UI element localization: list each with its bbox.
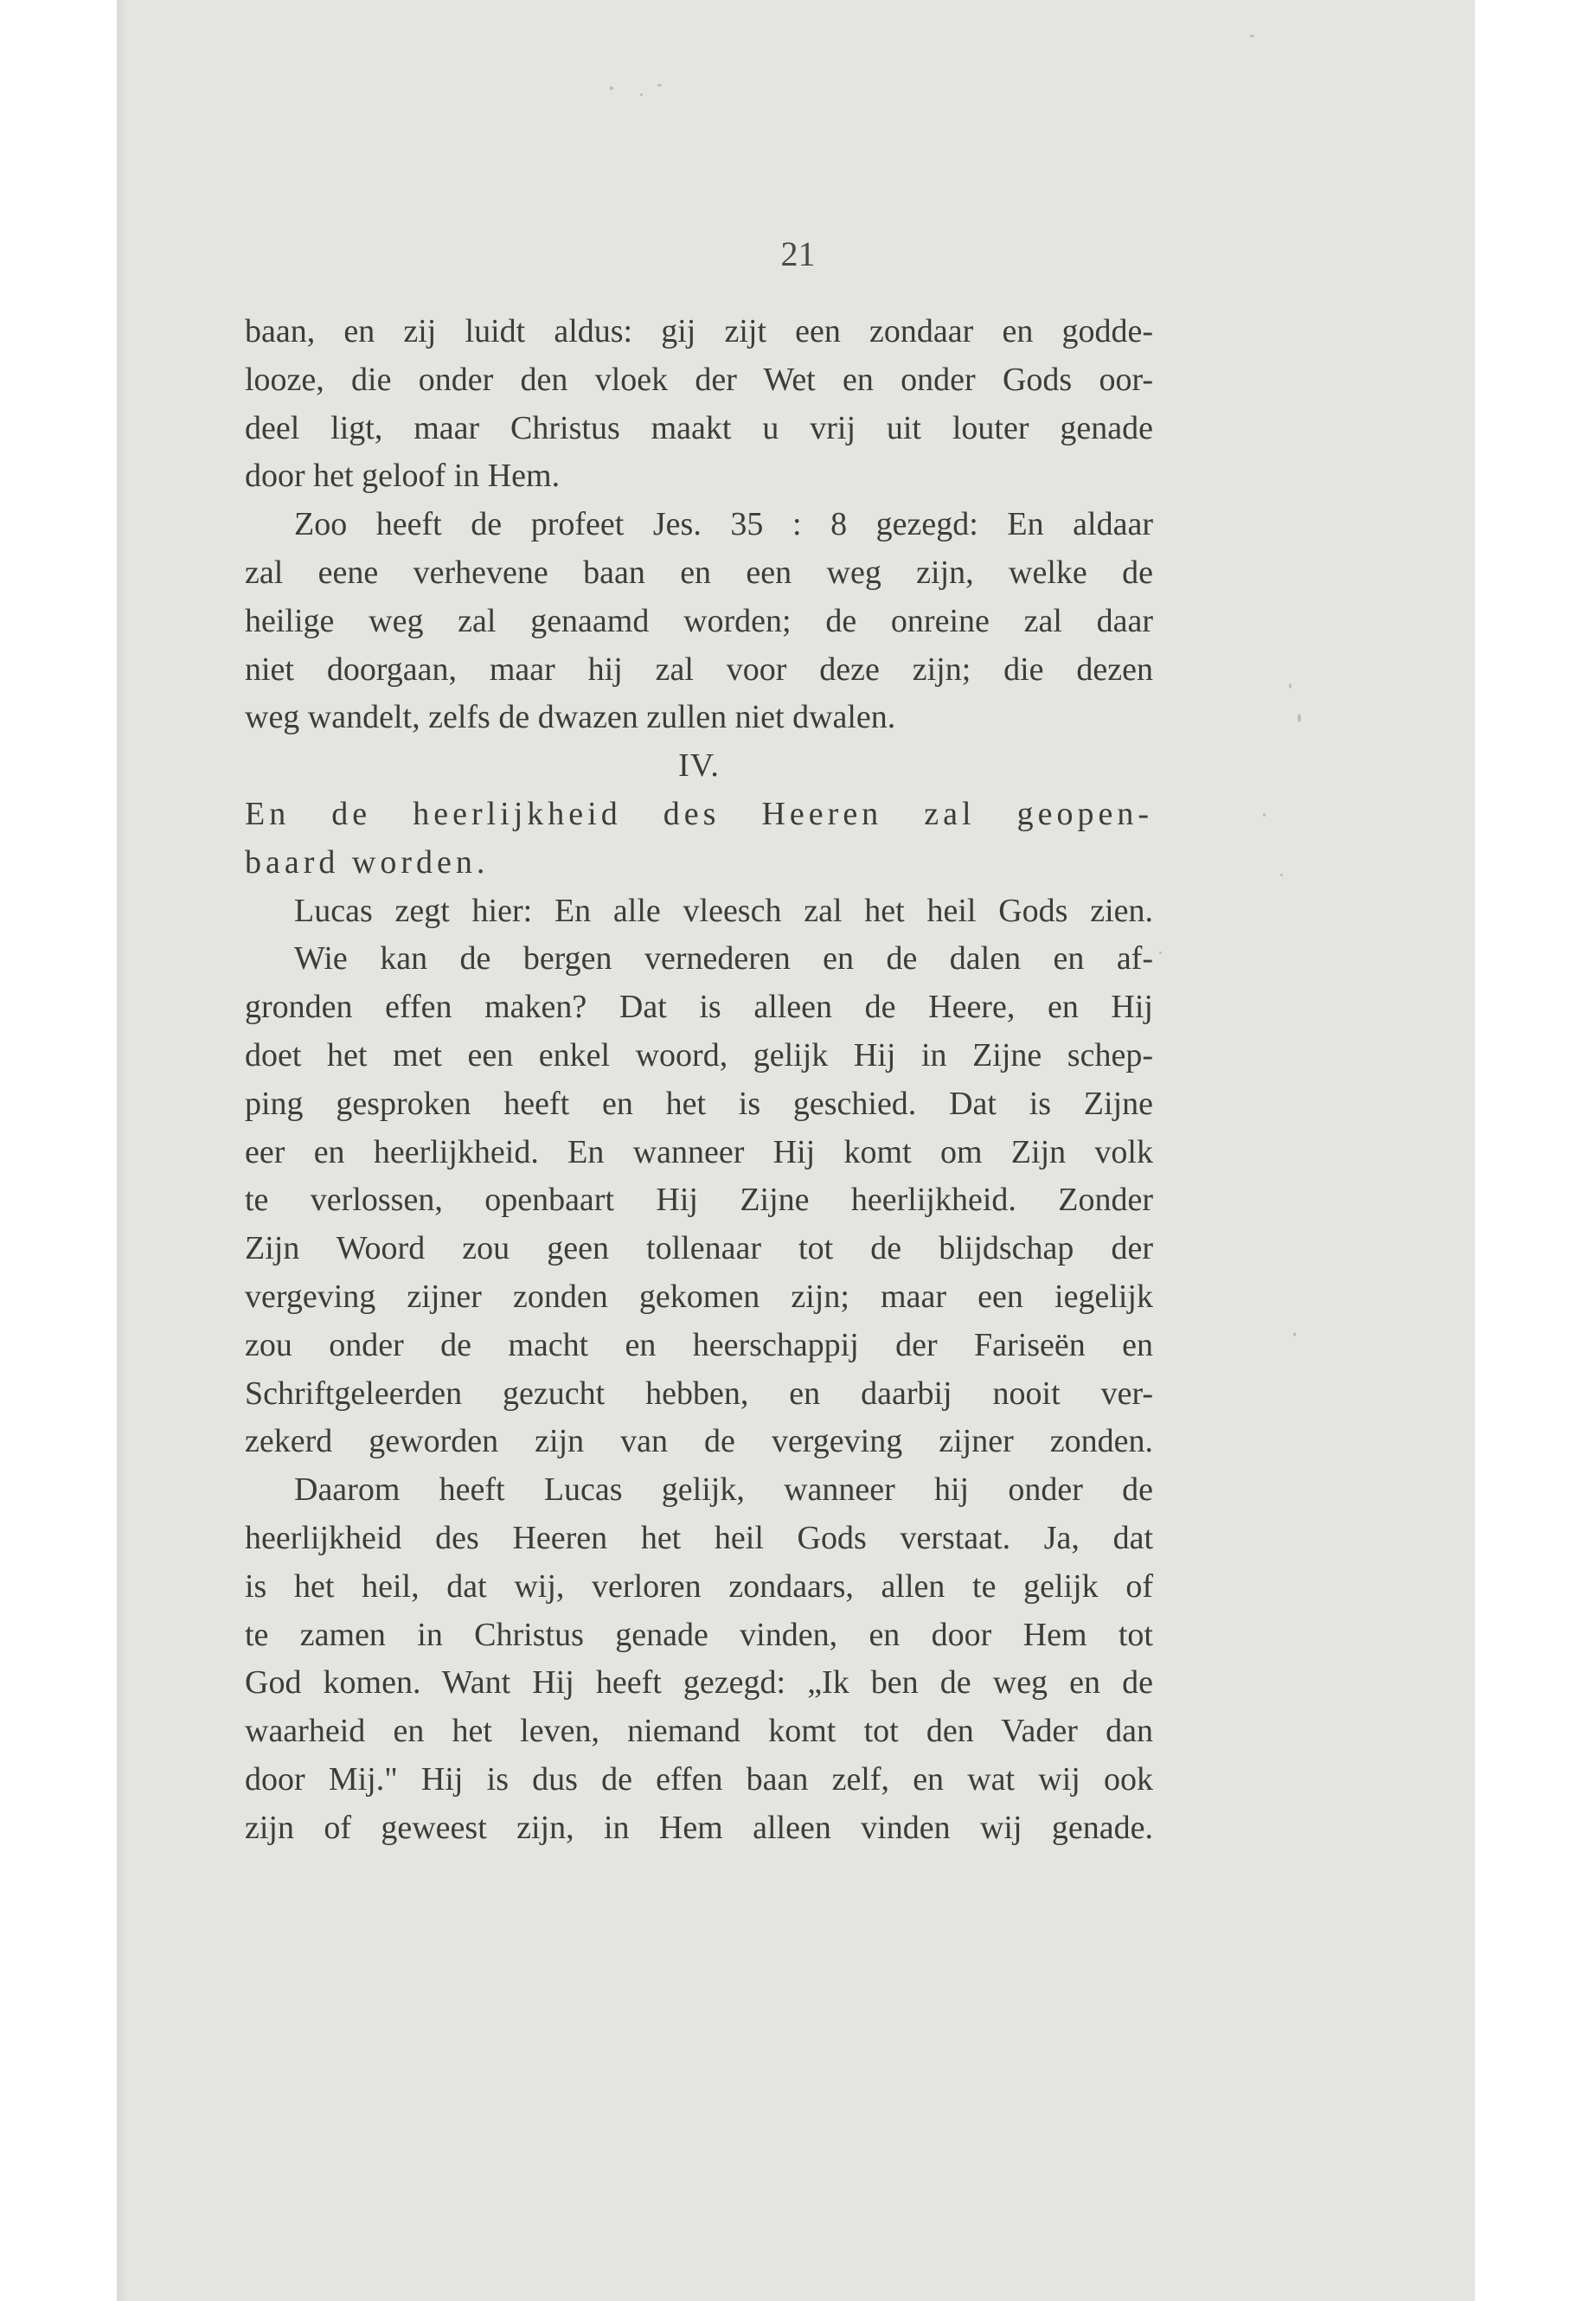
text-line: is het heil, dat wij, verloren zondaars, allen te gelijk of: [245, 1567, 1153, 1605]
print-speck: [1293, 1332, 1296, 1336]
print-speck: [1298, 714, 1301, 722]
print-speck: [1250, 35, 1254, 37]
text-line: looze, die onder den vloek der Wet en onder Gods oor-: [245, 361, 1153, 398]
text-line: zou onder de macht en heerschappij der Fariseën en: [245, 1326, 1153, 1363]
text-line: deel ligt, maar Christus maakt u vrij uit louter genade: [245, 409, 1153, 446]
text-line: God komen. Want Hij heeft gezegd: „Ik ben de weg en de: [245, 1664, 1153, 1702]
page-edge-shadow: [117, 0, 127, 2301]
text-line: door het geloof in Hem.: [245, 458, 561, 495]
page-number: 21: [780, 234, 816, 273]
text-line: Daarom heeft Lucas gelijk, wanneer hij onder de: [294, 1471, 1153, 1509]
print-speck: [1289, 683, 1292, 689]
print-speck: [1159, 952, 1162, 954]
text-line: doet het met een enkel woord, gelijk Hij in Zijne schep-: [245, 1036, 1153, 1074]
print-speck: [610, 87, 613, 90]
print-speck: [1263, 813, 1266, 817]
text-line: heilige weg zal genaamd worden; de onreine zal daar: [245, 602, 1153, 639]
text-line: weg wandelt, zelfs de dwazen zullen niet dwalen.: [245, 699, 896, 736]
print-speck: [1280, 874, 1283, 876]
text-line: vergeving zijner zonden gekomen zijn; maar een iegelijk: [245, 1278, 1153, 1315]
text-line: ping gesproken heeft en het is geschied. Dat is Zijne: [245, 1085, 1153, 1122]
print-speck: [657, 84, 662, 87]
text-line: heerlijkheid des Heeren het heil Gods verstaat. Ja, dat: [245, 1519, 1153, 1556]
text-line: eer en heerlijkheid. En wanneer Hij komt om Zijn volk: [245, 1133, 1153, 1170]
section-title-line: En de heerlijkheid des Heeren zal geopen-: [245, 795, 1153, 832]
text-line: niet doorgaan, maar hij zal voor deze zijn; die dezen: [245, 651, 1153, 688]
text-line: zekerd geworden zijn van de vergeving zijner zonden.: [245, 1423, 1153, 1460]
text-line: Zoo heeft de profeet Jes. 35 : 8 gezegd: En aldaar: [294, 506, 1153, 543]
text-line: Wie kan de bergen vernederen en de dalen en af-: [294, 940, 1153, 977]
section-heading: IV.: [678, 747, 720, 785]
body-text: [245, 308, 1153, 1853]
text-line: te zamen in Christus genade vinden, en door Hem tot: [245, 1616, 1153, 1653]
text-line: Lucas zegt hier: En alle vleesch zal het heil Gods zien.: [294, 892, 1153, 929]
text-line: zal eene verhevene baan en een weg zijn, welke de: [245, 554, 1153, 591]
text-line: baan, en zij luidt aldus: gij zijt een zondaar en godde-: [245, 313, 1153, 349]
print-speck: [640, 93, 643, 96]
text-line: door Mij." Hij is dus de effen baan zelf, en wat wij ook: [245, 1760, 1153, 1798]
text-line: Schriftgeleerden gezucht hebben, en daarbij nooit ver-: [245, 1375, 1153, 1412]
text-line: te verlossen, openbaart Hij Zijne heerlijkheid. Zonder: [245, 1182, 1153, 1219]
text-line: zijn of geweest zijn, in Hem alleen vinden wij genade.: [245, 1809, 1153, 1846]
section-title-line: baard worden.: [245, 843, 490, 881]
text-line: waarheid en het leven, niemand komt tot den Vader dan: [245, 1713, 1153, 1750]
text-line: Zijn Woord zou geen tollenaar tot de blijdschap der: [245, 1230, 1153, 1267]
text-line: gronden effen maken? Dat is alleen de Heere, en Hij: [245, 989, 1153, 1026]
